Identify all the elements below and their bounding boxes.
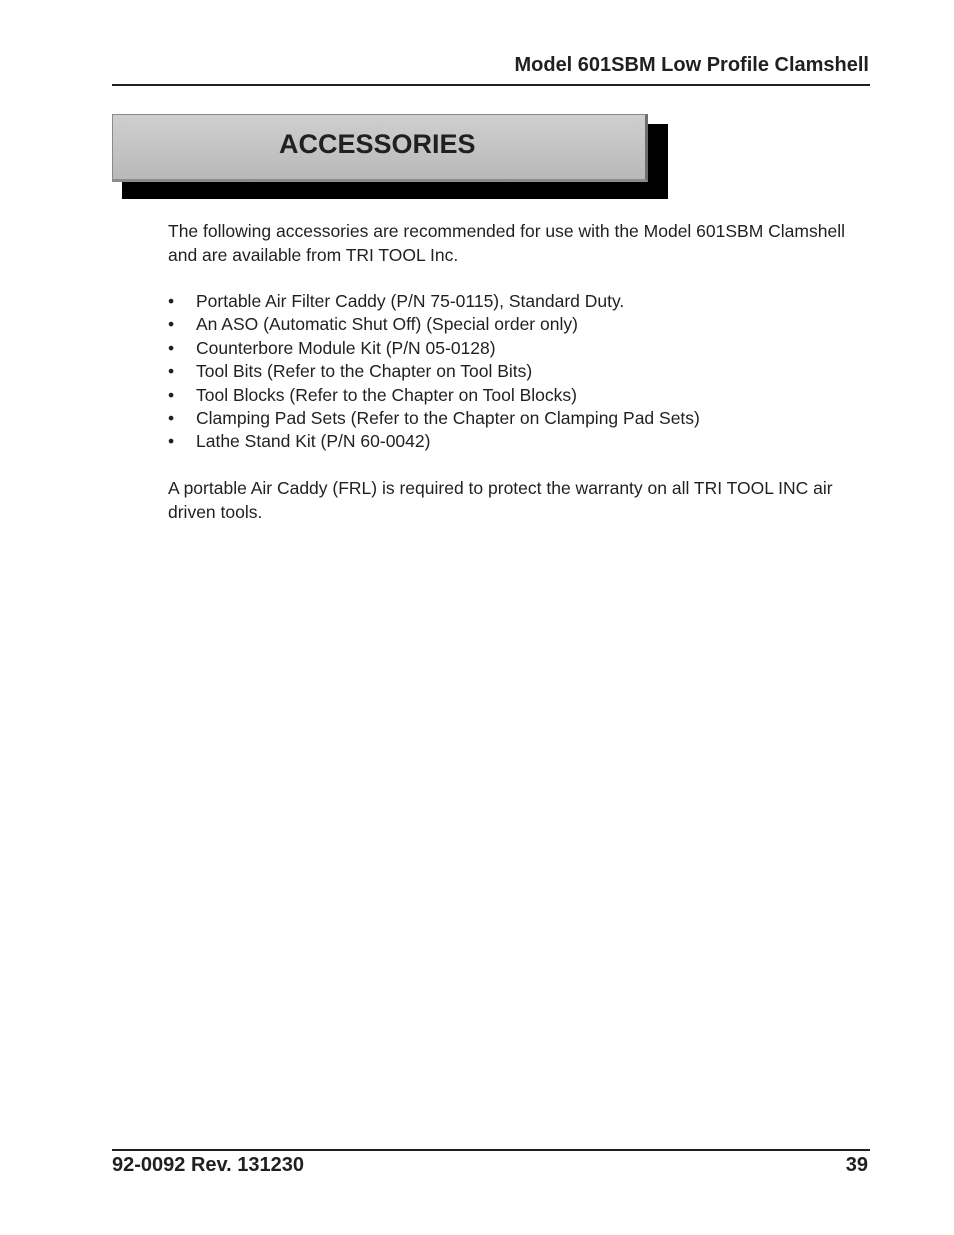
intro-paragraph: The following accessories are recommended for use with the Model 601SBM Clamshell and are available from TRI TOOL Inc. (168, 221, 845, 265)
list-item-text: Counterbore Module Kit (P/N 05-0128) (196, 337, 496, 358)
list-item-text: An ASO (Automatic Shut Off) (Special order only) (196, 314, 578, 335)
section-heading: ACCESSORIES (279, 129, 476, 159)
list-item (168, 430, 868, 453)
page-number: 39 (845, 1154, 868, 1176)
list-item (168, 407, 868, 430)
list-item (168, 313, 868, 336)
list-item-text: Portable Air Filter Caddy (P/N 75-0115), Standard Duty. (196, 291, 625, 311)
document-number: 92-0092 Rev. 131230 (112, 1154, 305, 1176)
header-divider (112, 84, 870, 86)
bullet-icon: • (168, 408, 175, 429)
section-banner (112, 114, 668, 200)
footer-divider (112, 1149, 870, 1151)
accessories-list (168, 290, 868, 454)
list-item (168, 384, 868, 407)
list-item (168, 360, 868, 383)
bullet-icon: • (168, 314, 175, 335)
list-item-text: Tool Bits (Refer to the Chapter on Tool Bits) (196, 361, 533, 382)
list-item-text: Clamping Pad Sets (Refer to the Chapter on Clamping Pad Sets) (196, 408, 700, 429)
bullet-icon: • (168, 337, 175, 358)
list-item-text: Tool Blocks (Refer to the Chapter on Tool Blocks) (196, 384, 577, 405)
closing-paragraph: A portable Air Caddy (FRL) is required to protect the warranty on all TRI TOOL INC air driven tools. (168, 478, 833, 522)
list-item-text: Lathe Stand Kit (P/N 60-0042) (196, 431, 431, 452)
bullet-icon: • (168, 291, 175, 311)
bullet-icon: • (168, 384, 175, 405)
list-item (168, 290, 868, 313)
banner-face (112, 114, 648, 182)
list-item (168, 337, 868, 360)
page-header-title: Model 601SBM Low Profile Clamshell (514, 54, 869, 76)
bullet-icon: • (168, 361, 175, 382)
bullet-icon: • (168, 431, 175, 452)
